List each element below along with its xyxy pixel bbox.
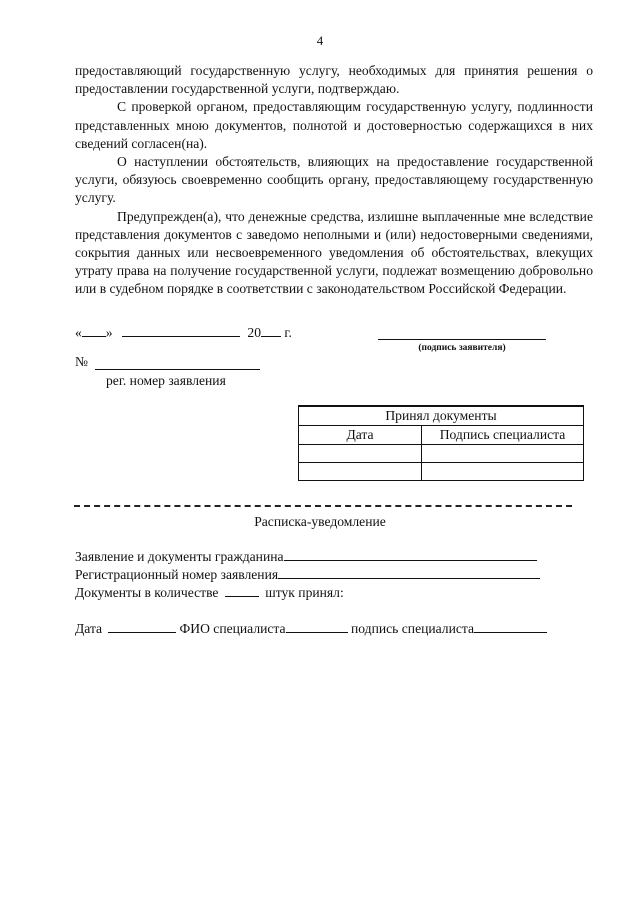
receipt-applicant-docs-line [75,549,537,565]
receipt-docs-count-blank[interactable] [225,585,259,597]
documents-accepted-table [298,405,584,481]
table-cell-signature[interactable] [422,463,584,481]
receipt-date-label: Дата [75,621,103,636]
page-number: 4 [316,33,324,48]
receipt-reg-number-line [75,567,540,583]
applicant-signature-line[interactable] [378,339,546,340]
receipt-docs-count-suffix: штук принял: [265,585,344,600]
paragraph-verification-consent: С проверкой органом, предоставляющим государственную услугу, подлинности представленных мною документов, полнотой и достоверностью содержащихся в них сведений согласен(на). [75,99,593,151]
receipt-docs-count-line [75,585,344,601]
receipt-applicant-docs-blank[interactable] [284,549,537,561]
applicant-signature-caption: (подпись заявителя) [418,343,506,353]
receipt-fio-label: ФИО специалиста [179,621,286,636]
receipt-reg-number-blank[interactable] [278,567,540,579]
table-row [299,463,584,481]
date-open-quote: « [75,325,82,340]
date-month-blank[interactable] [122,325,240,337]
date-year-blank[interactable] [261,325,281,337]
receipt-fio-blank[interactable] [286,621,348,633]
receipt-applicant-docs-label: Заявление и документы гражданина [75,549,284,564]
table-row [299,445,584,463]
receipt-signature-label: подпись специалиста [350,621,475,636]
paragraph-confirmation: предоставляющий государственную услугу, необходимых для принятия решения о предоставлении государственной услуги, подтверждаю. [75,63,593,97]
receipt-signature-blank[interactable] [474,621,547,633]
cut-line-divider [74,505,572,507]
paragraph-refund-warning: Предупрежден(а), что денежные средства, излишне выплаченные мне вследствие представления документов с заведомо неполными и (или) недостоверными сведениями, сокрытия данных или несвоевременного уведомления об обстоятельствах, влекущих утрату права на получение государственной услуги, подлежат возмещению добровольно или в судебном порядке в соответствии с законодательством Российской Федерации. [75,208,593,297]
date-year-suffix: г. [284,325,292,340]
date-day-blank[interactable] [82,325,106,337]
table-cell-date[interactable] [299,463,422,481]
documents-table-title: Принял документы [299,406,584,426]
receipt-title: Расписка-уведомление [254,514,386,529]
paragraph-notification-obligation: О наступлении обстоятельств, влияющих на предоставление государственной услуги, обязуюсь своевременно сообщить органу, предоставляющему государственную услугу. [75,154,593,206]
receipt-reg-number-label: Регистрационный номер заявления [75,567,279,582]
column-header-specialist-signature: Подпись специалиста [422,426,584,445]
date-line [75,325,292,341]
receipt-docs-count-prefix: Документы в количестве [75,585,219,600]
registration-number-sign: № [75,354,88,369]
date-year-prefix: 20 [247,325,261,340]
registration-number-blank[interactable] [95,369,260,370]
table-cell-signature[interactable] [422,445,584,463]
receipt-signoff-line [75,621,547,637]
registration-number-caption: рег. номер заявления [106,373,226,388]
statement-body [75,62,593,299]
receipt-date-blank[interactable] [108,621,176,633]
table-cell-date[interactable] [299,445,422,463]
column-header-date: Дата [299,426,422,445]
date-close-quote: » [105,325,113,340]
